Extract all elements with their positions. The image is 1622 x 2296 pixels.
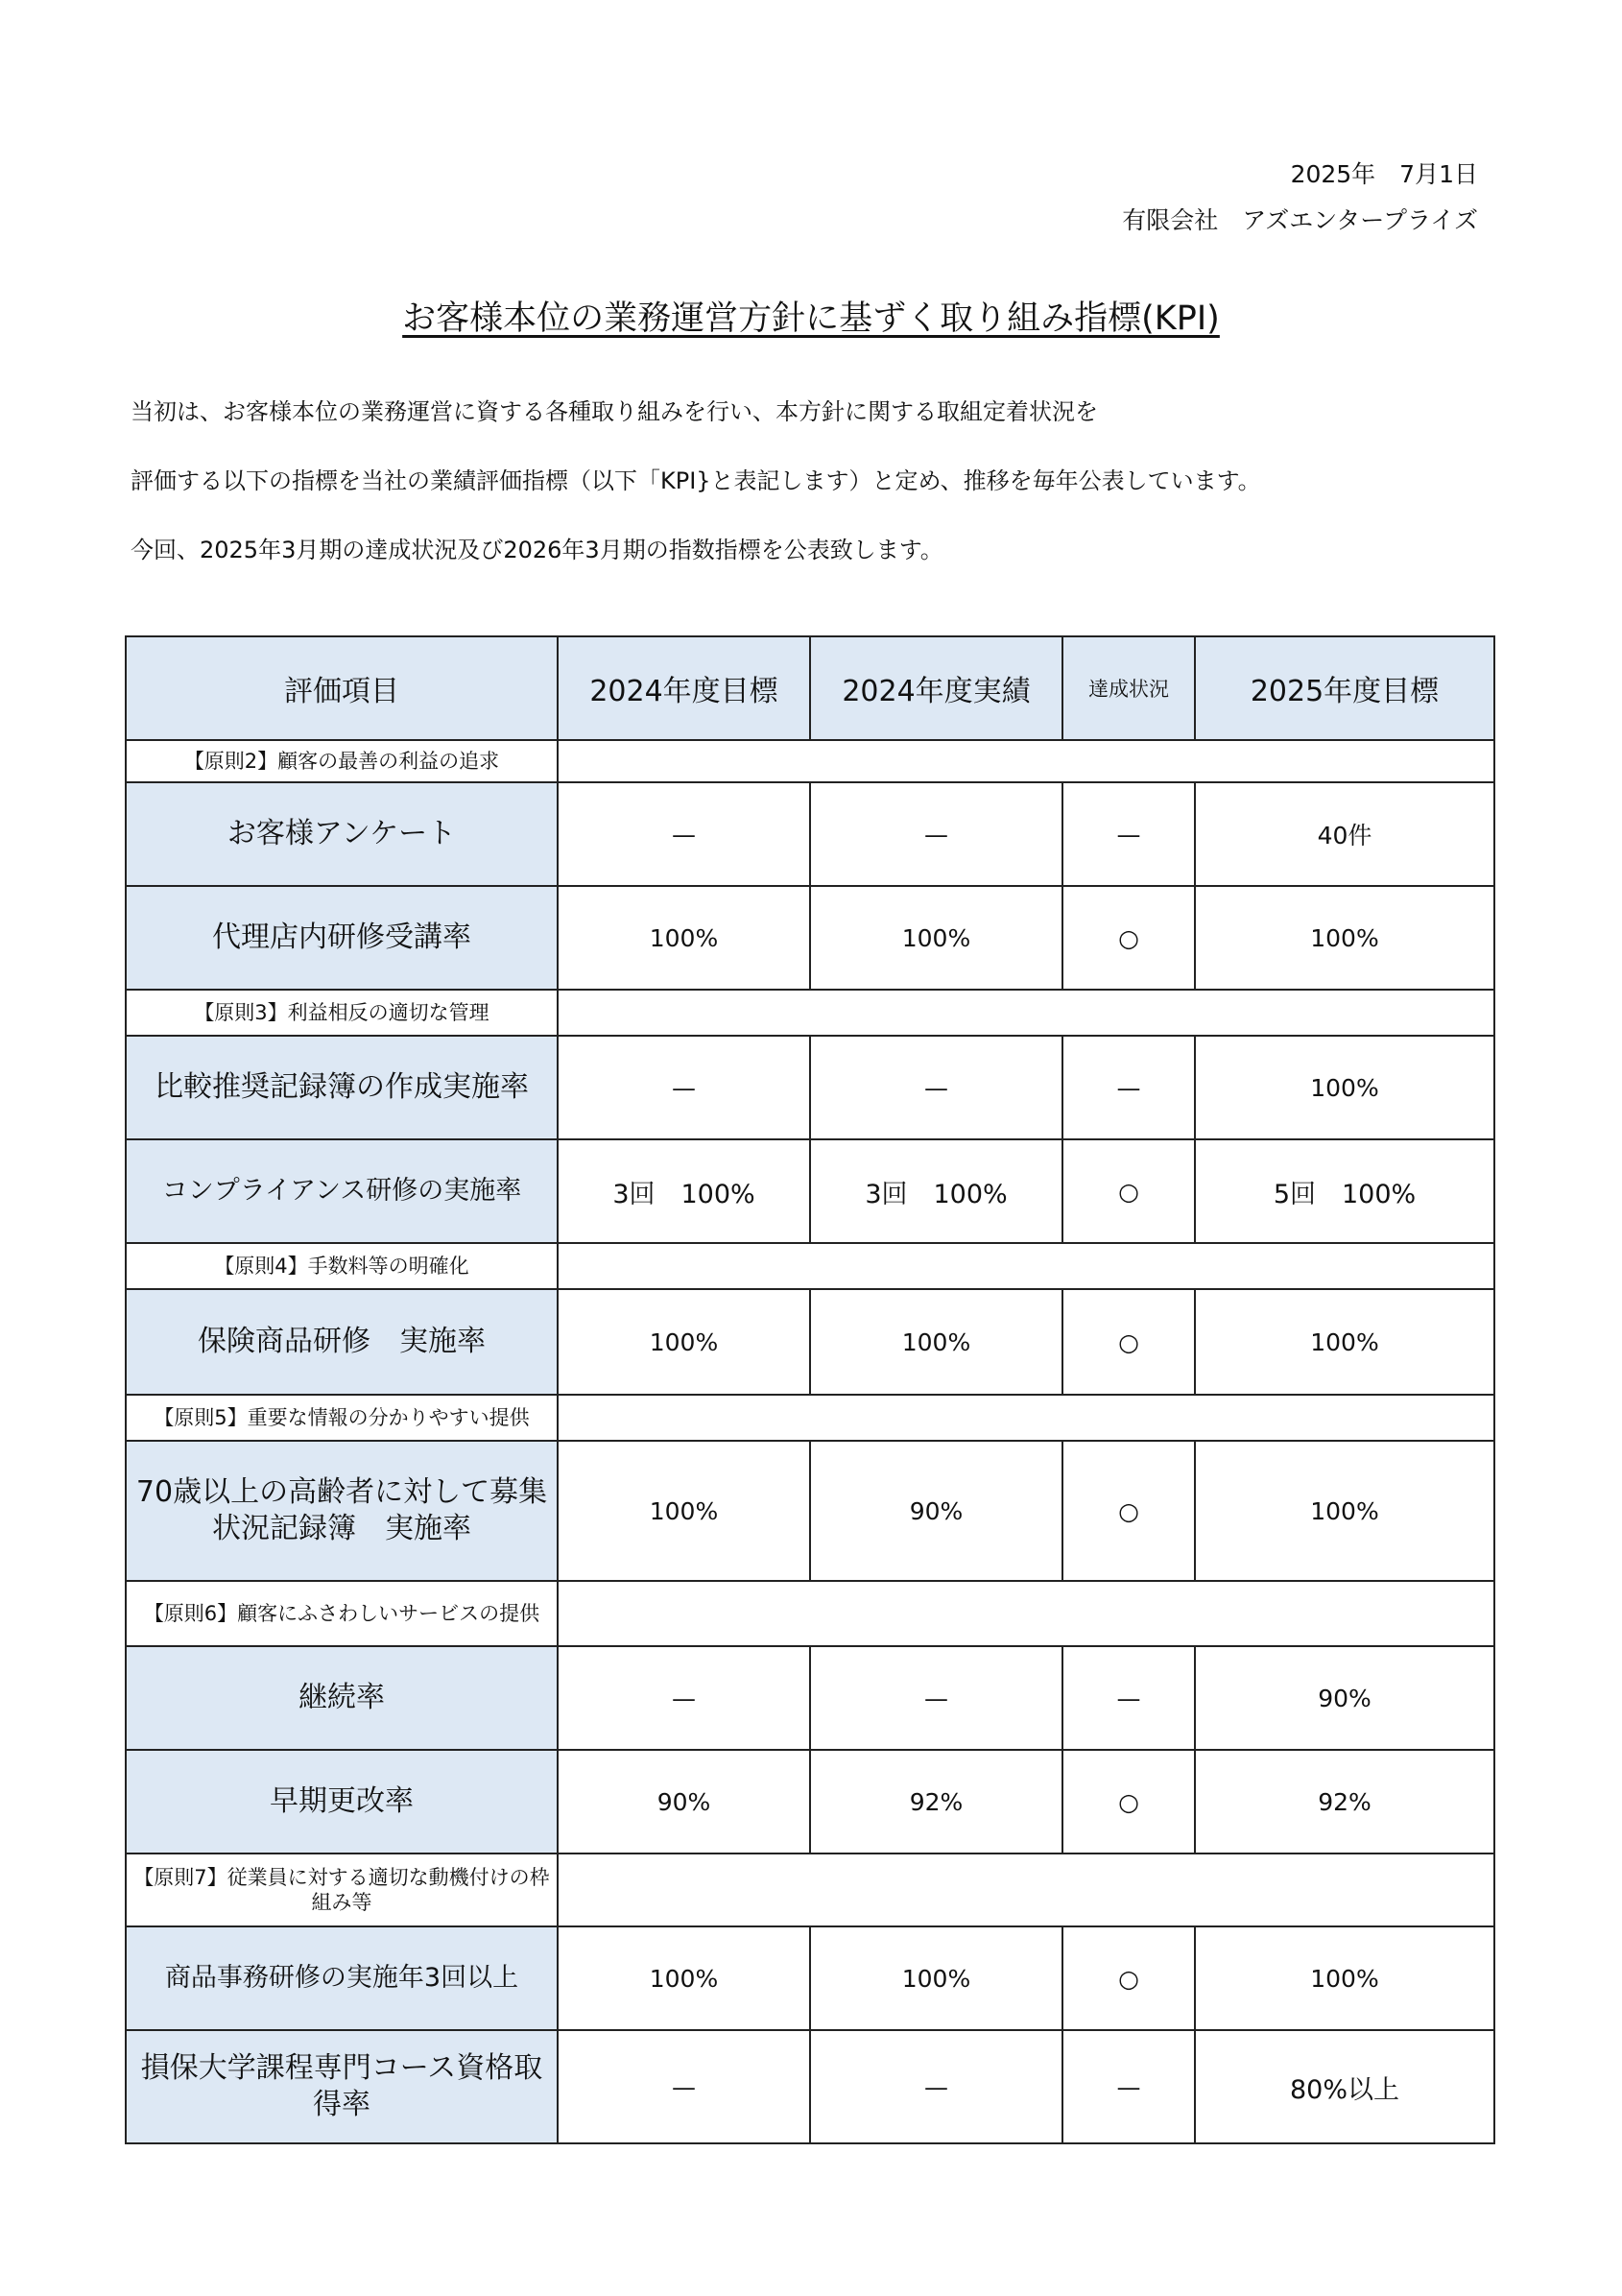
status-cell: ○ xyxy=(1062,1750,1195,1854)
header-target-2024: 2024年度目標 xyxy=(558,636,810,740)
target-2025-cell: 80%以上 xyxy=(1195,2030,1494,2143)
principle-blank xyxy=(558,990,1494,1036)
result-2024-cell: — xyxy=(810,2030,1062,2143)
header-result-2024: 2024年度実績 xyxy=(810,636,1062,740)
result-2024-cell: — xyxy=(810,1036,1062,1139)
target-2025-cell: 100% xyxy=(1195,1036,1494,1139)
status-cell: ○ xyxy=(1062,1289,1195,1395)
target-2025-cell: 100% xyxy=(1195,1441,1494,1581)
item-cell: 代理店内研修受講率 xyxy=(126,886,558,990)
table-row xyxy=(126,1036,1494,1139)
header-status: 達成状況 xyxy=(1062,636,1195,740)
target-2024-cell: 3回 100% xyxy=(558,1139,810,1243)
table-header-row xyxy=(126,636,1494,740)
result-2024-cell: 100% xyxy=(810,1289,1062,1395)
status-cell: — xyxy=(1062,1036,1195,1139)
item-cell: 商品事務研修の実施年3回以上 xyxy=(126,1926,558,2030)
target-2025-cell: 92% xyxy=(1195,1750,1494,1854)
status-cell: ○ xyxy=(1062,1926,1195,2030)
principle-blank xyxy=(558,1395,1494,1441)
result-2024-cell: 90% xyxy=(810,1441,1062,1581)
status-cell: ○ xyxy=(1062,1441,1195,1581)
item-cell: 保険商品研修 実施率 xyxy=(126,1289,558,1395)
table-row xyxy=(126,1139,1494,1243)
table-row xyxy=(126,1926,1494,2030)
target-2024-cell: 100% xyxy=(558,1441,810,1581)
intro-line: 評価する以下の指標を当社の業績評価指標（以下「KPI}と表記します）と定め、推移を毎年公表しています。 xyxy=(131,467,1261,494)
status-cell: — xyxy=(1062,2030,1195,2143)
document-title: お客様本位の業務運営方針に基ずく取り組み指標(KPI) xyxy=(402,299,1220,338)
result-2024-cell: — xyxy=(810,782,1062,886)
intro-line: 当初は、お客様本位の業務運営に資する各種取り組みを行い、本方針に関する取組定着状況を xyxy=(131,398,1098,425)
item-cell: 早期更改率 xyxy=(126,1750,558,1854)
principle-blank xyxy=(558,1243,1494,1289)
target-2024-cell: 100% xyxy=(558,1926,810,2030)
principle-row xyxy=(126,1581,1494,1646)
table-row xyxy=(126,1441,1494,1581)
header-item: 評価項目 xyxy=(126,636,558,740)
status-cell: — xyxy=(1062,1646,1195,1750)
principle-label: 【原則6】顧客にふさわしいサービスの提供 xyxy=(126,1581,558,1646)
result-2024-cell: 100% xyxy=(810,1926,1062,2030)
result-2024-cell: 100% xyxy=(810,886,1062,990)
item-cell: コンプライアンス研修の実施率 xyxy=(126,1139,558,1243)
table-row xyxy=(126,2030,1494,2143)
target-2024-cell: — xyxy=(558,1646,810,1750)
table-row xyxy=(126,1750,1494,1854)
principle-blank xyxy=(558,740,1494,782)
principle-row xyxy=(126,1395,1494,1441)
principle-blank xyxy=(558,1854,1494,1926)
target-2025-cell: 100% xyxy=(1195,1289,1494,1395)
result-2024-cell: — xyxy=(810,1646,1062,1750)
principle-label: 【原則4】手数料等の明確化 xyxy=(126,1243,558,1289)
result-2024-cell: 3回 100% xyxy=(810,1139,1062,1243)
principle-blank xyxy=(558,1581,1494,1646)
principle-label: 【原則7】従業員に対する適切な動機付けの枠組み等 xyxy=(126,1854,558,1926)
principle-row xyxy=(126,1854,1494,1926)
target-2025-cell: 100% xyxy=(1195,886,1494,990)
principle-label: 【原則3】利益相反の適切な管理 xyxy=(126,990,558,1036)
target-2025-cell: 40件 xyxy=(1195,782,1494,886)
target-2024-cell: — xyxy=(558,2030,810,2143)
item-cell: 継続率 xyxy=(126,1646,558,1750)
intro-paragraph xyxy=(131,394,1261,601)
target-2025-cell: 5回 100% xyxy=(1195,1139,1494,1243)
target-2024-cell: 100% xyxy=(558,1289,810,1395)
table-row xyxy=(126,886,1494,990)
table-row xyxy=(126,782,1494,886)
item-cell: 比較推奨記録簿の作成実施率 xyxy=(126,1036,558,1139)
item-cell: 70歳以上の高齢者に対して募集状況記録簿 実施率 xyxy=(126,1441,558,1581)
target-2025-cell: 100% xyxy=(1195,1926,1494,2030)
target-2024-cell: 90% xyxy=(558,1750,810,1854)
principle-label: 【原則2】顧客の最善の利益の追求 xyxy=(126,740,558,782)
document-date: 2025年 7月1日 xyxy=(1290,160,1478,188)
principle-row xyxy=(126,740,1494,782)
target-2024-cell: 100% xyxy=(558,886,810,990)
principle-row xyxy=(126,990,1494,1036)
intro-line: 今回、2025年3月期の達成状況及び2026年3月期の指数指標を公表致します。 xyxy=(131,537,943,563)
target-2024-cell: — xyxy=(558,1036,810,1139)
principle-row xyxy=(126,1243,1494,1289)
kpi-table xyxy=(125,635,1495,2144)
company-name: 有限会社 アズエンタープライズ xyxy=(1122,206,1478,234)
status-cell: ○ xyxy=(1062,886,1195,990)
target-2024-cell: — xyxy=(558,782,810,886)
status-cell: — xyxy=(1062,782,1195,886)
header-target-2025: 2025年度目標 xyxy=(1195,636,1494,740)
result-2024-cell: 92% xyxy=(810,1750,1062,1854)
target-2025-cell: 90% xyxy=(1195,1646,1494,1750)
table-row xyxy=(126,1646,1494,1750)
item-cell: 損保大学課程専門コース資格取得率 xyxy=(126,2030,558,2143)
item-cell: お客様アンケート xyxy=(126,782,558,886)
principle-label: 【原則5】重要な情報の分かりやすい提供 xyxy=(126,1395,558,1441)
status-cell: ○ xyxy=(1062,1139,1195,1243)
table-row xyxy=(126,1289,1494,1395)
